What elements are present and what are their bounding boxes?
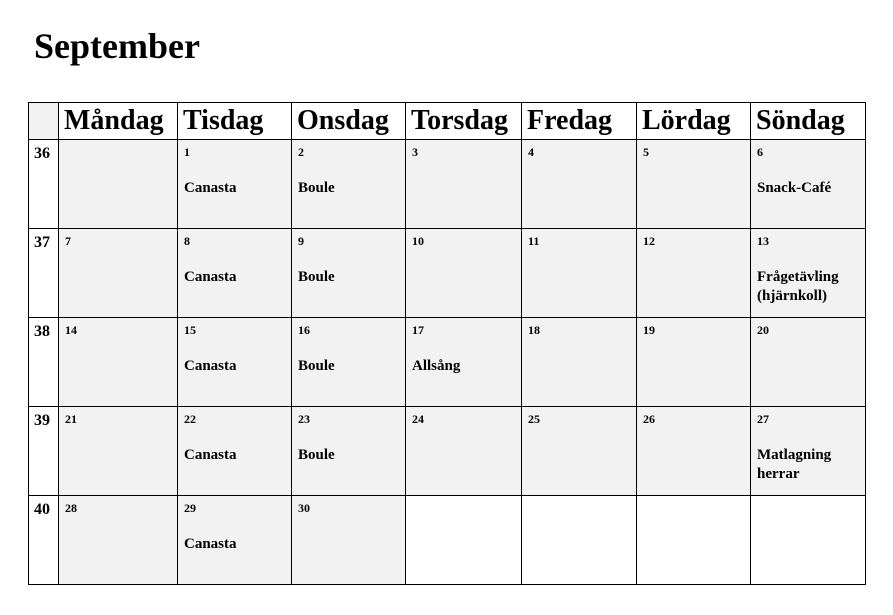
week-number: 36 (29, 140, 59, 229)
day-number: 28 (65, 501, 77, 515)
event-label: Snack-Café (757, 180, 832, 196)
day-number: 22 (184, 412, 196, 426)
day-number: 6 (757, 145, 763, 159)
day-cell[interactable] (751, 229, 866, 318)
day-header-friday: Fredag (522, 103, 637, 140)
calendar-header-row (29, 103, 866, 140)
day-cell[interactable] (637, 407, 751, 496)
week-column-header (29, 103, 59, 140)
day-header-thursday: Torsdag (406, 103, 522, 140)
event-label: Matlagning herrar (757, 447, 832, 482)
day-number: 4 (528, 145, 534, 159)
day-number: 12 (643, 234, 655, 248)
empty-day-cell (637, 496, 751, 585)
event-label: Canasta (184, 180, 237, 196)
day-number: 16 (298, 323, 310, 337)
week-number: 38 (29, 318, 59, 407)
day-cell[interactable] (292, 140, 406, 229)
event-label: Canasta (184, 447, 237, 463)
day-number: 15 (184, 323, 196, 337)
day-cell[interactable] (178, 140, 292, 229)
event-label: Boule (298, 269, 335, 285)
day-header-wednesday: Onsdag (292, 103, 406, 140)
event-label: Frågetävling (hjärnkoll) (757, 269, 839, 304)
day-number: 19 (643, 323, 655, 337)
day-number: 5 (643, 145, 649, 159)
event-label: Canasta (184, 536, 237, 552)
day-cell[interactable] (178, 407, 292, 496)
day-cell[interactable] (637, 318, 751, 407)
day-cell[interactable] (751, 140, 866, 229)
day-header-sunday: Söndag (751, 103, 866, 140)
day-cell[interactable] (59, 407, 178, 496)
calendar-table (28, 102, 866, 585)
week-number: 37 (29, 229, 59, 318)
week-number: 40 (29, 496, 59, 585)
day-cell[interactable] (406, 407, 522, 496)
day-cell[interactable] (522, 229, 637, 318)
week-row (29, 496, 866, 585)
day-cell[interactable] (178, 496, 292, 585)
day-number: 17 (412, 323, 424, 337)
week-number: 39 (29, 407, 59, 496)
day-number (757, 501, 865, 515)
day-cell[interactable] (292, 229, 406, 318)
day-number: 29 (184, 501, 196, 515)
day-number: 9 (298, 234, 304, 248)
day-number: 23 (298, 412, 310, 426)
day-number (528, 501, 636, 515)
day-number: 7 (65, 234, 71, 248)
event-label: Boule (298, 447, 335, 463)
day-number: 18 (528, 323, 540, 337)
day-cell[interactable] (59, 140, 178, 229)
day-number: 11 (528, 234, 540, 248)
event-label: Allsång (412, 358, 461, 374)
day-number: 26 (643, 412, 655, 426)
week-row (29, 140, 866, 229)
day-cell[interactable] (751, 407, 866, 496)
day-cell[interactable] (292, 496, 406, 585)
empty-day-cell (751, 496, 866, 585)
day-header-tuesday: Tisdag (178, 103, 292, 140)
event-label: Canasta (184, 269, 237, 285)
day-number: 1 (184, 145, 190, 159)
empty-day-cell (406, 496, 522, 585)
day-number (643, 501, 750, 515)
day-cell[interactable] (59, 496, 178, 585)
week-row (29, 407, 866, 496)
day-cell[interactable] (406, 140, 522, 229)
day-cell[interactable] (522, 407, 637, 496)
day-cell[interactable] (637, 229, 751, 318)
day-cell[interactable] (59, 229, 178, 318)
week-row (29, 318, 866, 407)
event-label: Boule (298, 180, 335, 196)
day-number: 13 (757, 234, 769, 248)
day-cell[interactable] (522, 318, 637, 407)
day-number: 3 (412, 145, 418, 159)
day-number: 24 (412, 412, 424, 426)
week-row (29, 229, 866, 318)
day-number: 21 (65, 412, 77, 426)
event-label: Canasta (184, 358, 237, 374)
day-header-saturday: Lördag (637, 103, 751, 140)
day-number: 2 (298, 145, 304, 159)
day-cell[interactable] (406, 229, 522, 318)
day-number: 25 (528, 412, 540, 426)
day-cell[interactable] (751, 318, 866, 407)
event-label: Boule (298, 358, 335, 374)
day-number: 8 (184, 234, 190, 248)
day-cell[interactable] (522, 140, 637, 229)
day-number: 27 (757, 412, 769, 426)
day-cell[interactable] (292, 318, 406, 407)
day-cell[interactable] (178, 318, 292, 407)
day-number (65, 145, 177, 159)
day-cell[interactable] (59, 318, 178, 407)
day-header-monday: Måndag (59, 103, 178, 140)
day-number (412, 501, 521, 515)
day-number: 14 (65, 323, 77, 337)
day-cell[interactable] (637, 140, 751, 229)
page-title: September (34, 26, 200, 66)
day-cell[interactable] (178, 229, 292, 318)
day-number: 20 (757, 323, 769, 337)
empty-day-cell (522, 496, 637, 585)
day-cell[interactable] (406, 318, 522, 407)
day-number: 30 (298, 501, 310, 515)
day-number: 10 (412, 234, 424, 248)
day-cell[interactable] (292, 407, 406, 496)
